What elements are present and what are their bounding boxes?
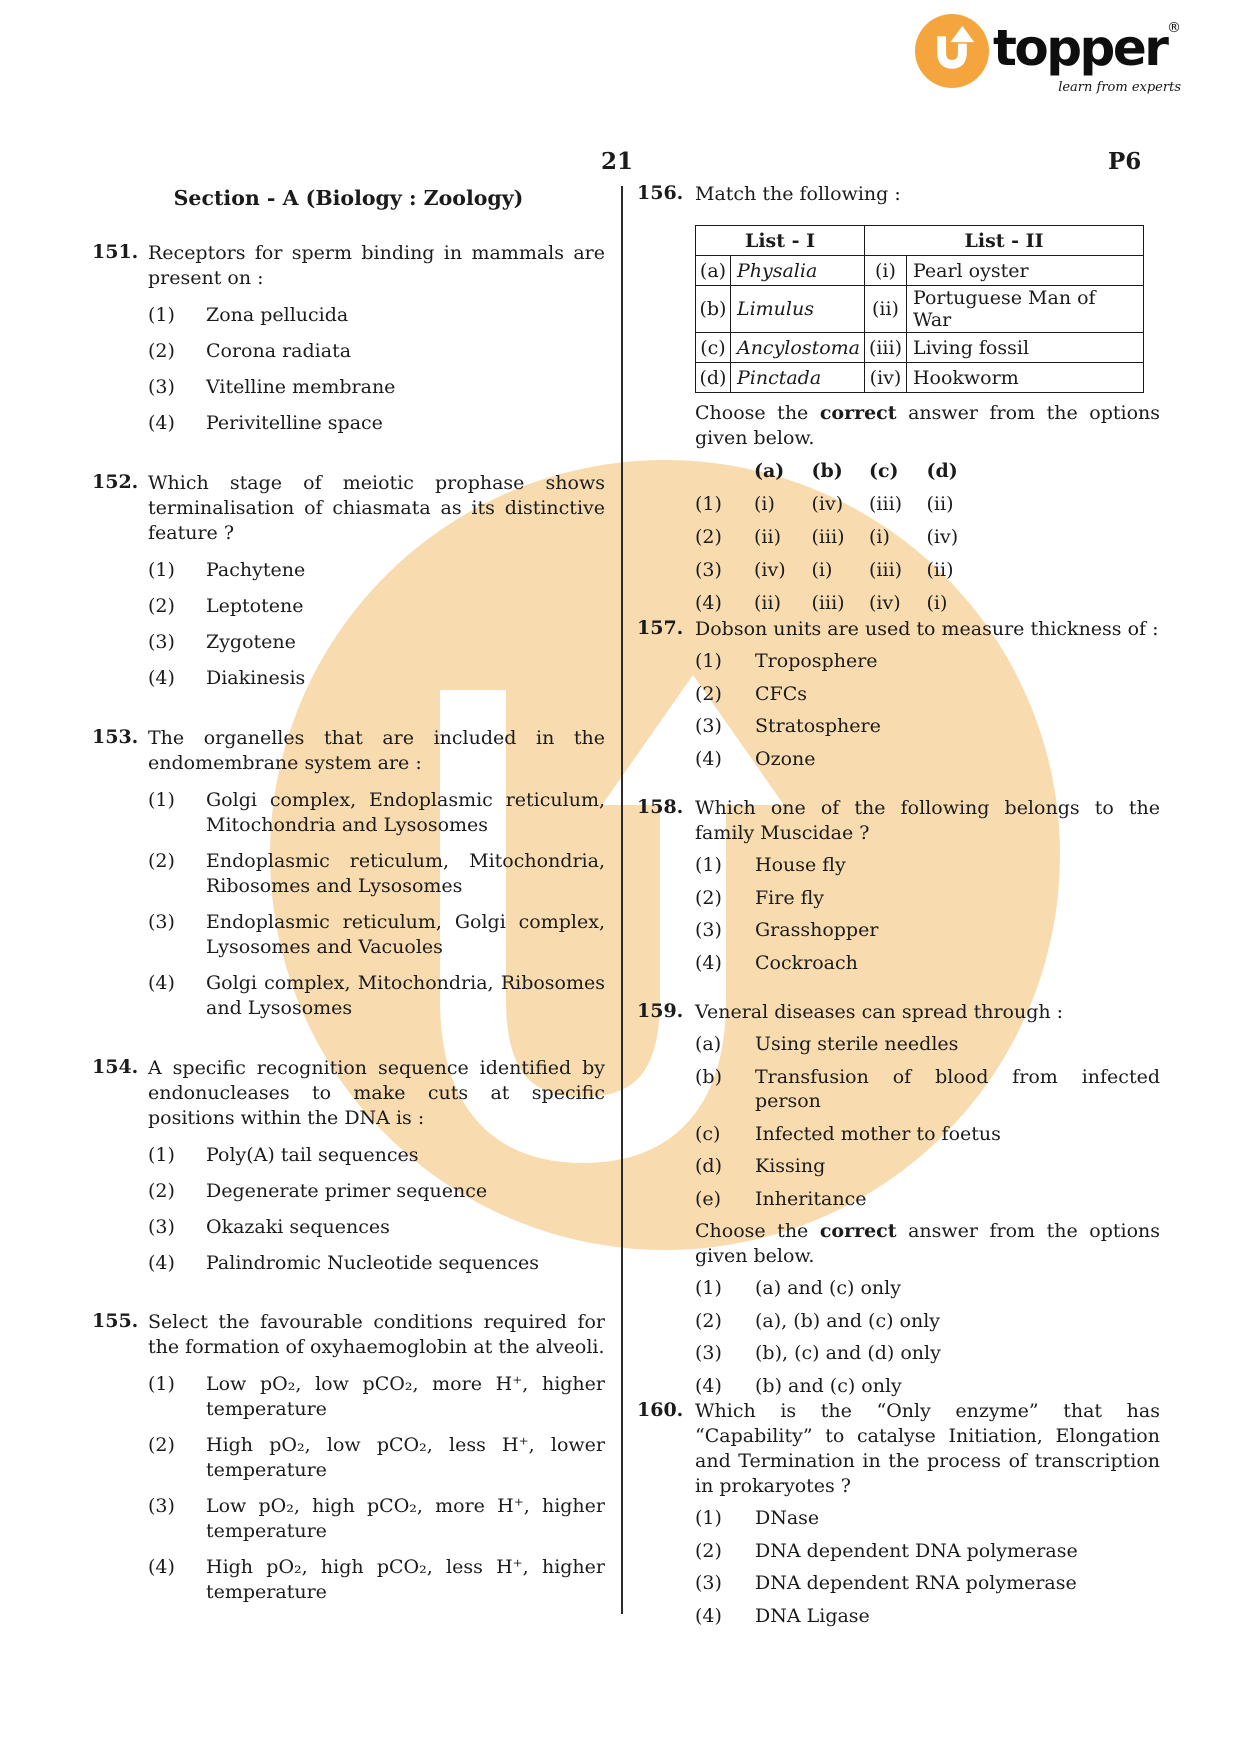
option-label: (4)	[695, 747, 722, 770]
question-151	[92, 241, 605, 436]
option	[148, 910, 605, 960]
option-label: (1)	[148, 304, 175, 326]
choose-pre: Choose the	[695, 1220, 820, 1242]
option-label: (3)	[695, 919, 722, 941]
option	[148, 1215, 605, 1240]
matrix-cell: (iii)	[811, 592, 845, 614]
question-157	[637, 617, 1160, 771]
option-text: Diakinesis	[206, 667, 306, 689]
row-key: (i)	[865, 256, 907, 286]
option-label: (4)	[148, 412, 175, 434]
matrix-cell: (iii)	[869, 493, 903, 515]
option-label: (2)	[695, 1539, 722, 1562]
match-table	[695, 225, 1144, 393]
matrix-cell: (i)	[869, 526, 890, 548]
option-label: (4)	[148, 1556, 175, 1578]
option-text: High pO₂, high pCO₂, less H⁺, higher temperature	[206, 1556, 605, 1603]
option-text: Pachytene	[206, 559, 306, 581]
option	[695, 747, 1160, 772]
options-list	[148, 1372, 605, 1605]
option	[695, 1571, 1160, 1596]
choose-instruction	[695, 401, 1160, 451]
matrix-cell: (iii)	[869, 559, 903, 581]
option-text: CFCs	[755, 682, 808, 705]
matrix-cell: (ii)	[754, 592, 781, 614]
option-label: (1)	[148, 1144, 175, 1166]
option	[148, 1251, 605, 1276]
option	[695, 649, 1160, 674]
option-text: DNase	[755, 1507, 820, 1529]
option-label: (1)	[148, 559, 175, 581]
options-list	[148, 303, 605, 436]
paper-code: P6	[1108, 148, 1142, 175]
option-text: Cockroach	[755, 951, 858, 974]
question-number: 159.	[637, 1000, 684, 1022]
option-text: Okazaki sequences	[206, 1216, 390, 1238]
matrix-col: (c)	[869, 460, 899, 482]
option-text: Ozone	[755, 747, 816, 770]
lettered-options-list	[695, 1032, 1160, 1211]
matrix-col: (d)	[926, 460, 958, 482]
option	[148, 788, 605, 838]
option-text: DNA dependent DNA polymerase	[755, 1539, 1078, 1562]
question-number: 156.	[637, 182, 684, 204]
brand-wordmark: topper	[993, 19, 1167, 77]
option-text: Infected mother to foetus	[755, 1122, 1001, 1145]
option-text: Golgi complex, Endoplasmic reticulum, Mitochondria and Lysosomes	[206, 789, 605, 836]
option	[695, 1506, 1160, 1531]
option	[695, 1374, 1160, 1399]
option-label: (1)	[148, 1373, 175, 1395]
section-title: Section - A (Biology : Zoology)	[173, 186, 524, 210]
table-header-list2: List - II	[865, 226, 1144, 256]
row-term: Pinctada	[730, 363, 864, 393]
option-label: (2)	[695, 682, 722, 705]
row-value: Portuguese Man of War	[906, 286, 1143, 333]
question-number: 155.	[92, 1310, 139, 1332]
question-text: Which is the “Only enzyme” that has “Capability” to catalyse Initiation, Elongation and Termination in the process of transcription in prokaryotes ?	[695, 1400, 1160, 1497]
option	[148, 1179, 605, 1204]
option-label: (4)	[148, 667, 175, 689]
option-text: Low pO₂, low pCO₂, more H⁺, higher temperature	[206, 1373, 605, 1420]
option-text: Zona pellucida	[206, 304, 349, 326]
matrix-cell: (iv)	[754, 559, 786, 581]
option-text: Leptotene	[206, 595, 304, 617]
option	[148, 411, 605, 436]
u-arrow-icon	[915, 14, 989, 88]
option-text: Grasshopper	[755, 919, 879, 941]
option-text: Transfusion of blood from infected person	[755, 1065, 1160, 1112]
row-key: (b)	[696, 286, 731, 333]
option-text: Stratosphere	[755, 715, 881, 737]
option-text: (a) and (c) only	[755, 1277, 901, 1299]
option-text: DNA Ligase	[755, 1604, 870, 1627]
option	[148, 303, 605, 328]
option	[148, 558, 605, 583]
registered-mark: ®	[1167, 20, 1181, 36]
question-number: 160.	[637, 1399, 684, 1421]
option-label: (2)	[695, 526, 722, 548]
matrix-cell: (iv)	[869, 592, 901, 614]
question-number: 151.	[92, 241, 139, 263]
option-text: DNA dependent RNA polymerase	[755, 1572, 1077, 1594]
option	[148, 375, 605, 400]
row-value: Hookworm	[906, 363, 1143, 393]
row-key: (c)	[696, 333, 731, 363]
question-155	[92, 1310, 605, 1605]
options-list	[695, 1506, 1160, 1628]
brand-logo	[905, 8, 1195, 108]
row-key: (d)	[696, 363, 731, 393]
table-row	[696, 286, 1144, 333]
options-list	[148, 1143, 605, 1276]
table-header-list1: List - I	[696, 226, 865, 256]
option-label: (3)	[695, 715, 722, 737]
table-row	[696, 333, 1144, 363]
table-row	[696, 363, 1144, 393]
option-label: (3)	[695, 1342, 722, 1364]
option	[695, 1539, 1160, 1564]
option-label: (3)	[148, 376, 175, 398]
matrix-cell: (i)	[754, 493, 775, 515]
option-text: Golgi complex, Mitochondria, Ribosomes and Lysosomes	[206, 972, 605, 1019]
option-label: (d)	[695, 1155, 722, 1177]
option-text: Zygotene	[206, 631, 296, 653]
option-label: (a)	[695, 1033, 722, 1055]
question-text: Receptors for sperm binding in mammals are present on :	[148, 242, 605, 289]
matrix-cell: (i)	[926, 592, 948, 614]
option-text: Endoplasmic reticulum, Mitochondria, Ribosomes and Lysosomes	[206, 850, 605, 897]
matrix-cell: (ii)	[926, 559, 954, 581]
matrix-col: (a)	[754, 460, 785, 482]
matrix-cell: (ii)	[754, 526, 781, 548]
choose-bold: correct	[819, 402, 897, 424]
choose-post: answer from the options given below.	[695, 1220, 1160, 1267]
option-label: (3)	[148, 1495, 175, 1517]
matrix-header	[754, 460, 1160, 482]
matrix-option	[695, 559, 1160, 581]
option-text: Vitelline membrane	[206, 376, 396, 398]
choose-post: answer from the options given below.	[695, 402, 1160, 449]
matrix-col: (b)	[811, 460, 843, 482]
option-label: (2)	[148, 595, 175, 617]
options-list	[695, 649, 1160, 771]
option-label: (3)	[148, 911, 175, 933]
matrix-option	[695, 592, 1160, 614]
option-label: (2)	[148, 850, 175, 872]
option-label: (3)	[148, 1216, 175, 1238]
choose-instruction	[695, 1219, 1160, 1269]
option-text: Palindromic Nucleotide sequences	[206, 1252, 540, 1274]
option-label: (b)	[695, 1065, 722, 1088]
row-key: (iv)	[865, 363, 907, 393]
option-label: (2)	[695, 886, 722, 909]
option-label: (1)	[695, 1507, 722, 1529]
option	[695, 1276, 1160, 1301]
question-160	[637, 1399, 1160, 1628]
option-text: Poly(A) tail sequences	[206, 1144, 419, 1166]
option-text: Inheritance	[755, 1187, 867, 1210]
option-text: Perivitelline space	[206, 412, 383, 434]
matrix-option	[695, 493, 1160, 515]
question-number: 158.	[637, 796, 684, 818]
page-number: 21	[600, 148, 633, 175]
question-number: 152.	[92, 471, 139, 493]
option	[148, 666, 605, 691]
question-text: Veneral diseases can spread through :	[695, 1001, 1064, 1023]
option-label: (1)	[695, 854, 722, 876]
option	[148, 1372, 605, 1422]
brand-circle	[915, 14, 989, 88]
option	[695, 682, 1160, 707]
option-label: (2)	[148, 1180, 175, 1202]
option	[695, 1154, 1160, 1179]
option-text: Fire fly	[755, 886, 825, 909]
option	[148, 594, 605, 619]
option-text: Low pO₂, high pCO₂, more H⁺, higher temperature	[206, 1495, 605, 1542]
row-term: Physalia	[730, 256, 864, 286]
option	[695, 1187, 1160, 1212]
column-divider	[621, 186, 623, 1614]
question-153	[92, 726, 605, 1021]
option-label: (1)	[148, 789, 175, 811]
question-number: 157.	[637, 617, 684, 639]
option	[695, 886, 1160, 911]
row-term: Ancylostoma	[730, 333, 864, 363]
option	[148, 1143, 605, 1168]
option	[695, 1122, 1160, 1147]
question-154	[92, 1056, 605, 1276]
choose-bold: correct	[819, 1220, 897, 1242]
option-label: (4)	[148, 1252, 175, 1274]
option-label: (4)	[695, 1604, 722, 1627]
option-label: (4)	[148, 972, 175, 994]
option-label: (3)	[695, 1572, 722, 1594]
brand-tagline: learn from experts	[1058, 80, 1181, 95]
option	[148, 339, 605, 364]
option	[695, 1341, 1160, 1366]
option	[695, 1604, 1160, 1629]
question-text: A specific recognition sequence identified by endonucleases to make cuts at specific positions within the DNA is :	[148, 1057, 605, 1129]
option	[148, 971, 605, 1021]
row-key: (a)	[696, 256, 731, 286]
option-label: (e)	[695, 1187, 722, 1210]
question-text: Which one of the following belongs to the family Muscidae ?	[695, 797, 1160, 844]
option-label: (2)	[148, 1434, 175, 1456]
option-text: Degenerate primer sequence	[206, 1180, 488, 1202]
options-list	[695, 1276, 1160, 1398]
question-number: 154.	[92, 1056, 139, 1078]
option	[695, 853, 1160, 878]
question-text: Dobson units are used to measure thickness of :	[695, 618, 1159, 640]
option-text: Corona radiata	[206, 340, 352, 362]
option-label: (4)	[695, 951, 722, 974]
choose-pre: Choose the	[695, 402, 820, 424]
matrix-cell: (ii)	[926, 493, 954, 515]
option	[695, 918, 1160, 943]
option-label: (2)	[695, 1309, 722, 1332]
option	[148, 1433, 605, 1483]
row-key: (iii)	[865, 333, 907, 363]
matrix-cell: (iv)	[926, 526, 959, 548]
question-text: The organelles that are included in the endomembrane system are :	[148, 727, 605, 774]
option-label: (4)	[695, 592, 722, 614]
question-158	[637, 796, 1160, 975]
matrix-cell: (iv)	[811, 493, 844, 515]
option	[148, 1494, 605, 1544]
question-text: Match the following :	[695, 183, 901, 205]
option-text: Using sterile needles	[755, 1033, 959, 1055]
row-value: Living fossil	[906, 333, 1143, 363]
question-156	[637, 182, 1160, 614]
option-label: (3)	[695, 559, 722, 581]
options-list	[148, 788, 605, 1021]
options-list	[695, 853, 1160, 975]
matrix-cell: (i)	[811, 559, 833, 581]
option-text: (a), (b) and (c) only	[755, 1309, 941, 1332]
row-value: Pearl oyster	[906, 256, 1143, 286]
option	[695, 1032, 1160, 1057]
matrix-cell: (iii)	[811, 526, 845, 548]
row-term: Limulus	[730, 286, 864, 333]
option-label: (1)	[695, 650, 722, 672]
option-label: (3)	[148, 631, 175, 653]
matrix-option	[695, 526, 1160, 548]
option-text: Kissing	[755, 1155, 826, 1177]
option-text: Endoplasmic reticulum, Golgi complex, Lysosomes and Vacuoles	[206, 911, 605, 958]
option	[695, 1309, 1160, 1334]
option-text: High pO₂, low pCO₂, less H⁺, lower temperature	[206, 1434, 605, 1481]
option-label: (c)	[695, 1122, 721, 1145]
option	[148, 1555, 605, 1605]
option-label: (4)	[695, 1374, 722, 1397]
question-number: 153.	[92, 726, 139, 748]
question-159	[637, 1000, 1160, 1398]
option-text: Troposphere	[755, 650, 878, 672]
option	[695, 1065, 1160, 1114]
question-text: Which stage of meiotic prophase shows terminalisation of chiasmata as its distinctive feature ?	[148, 472, 605, 544]
option	[148, 630, 605, 655]
option	[695, 714, 1160, 739]
option-label: (1)	[695, 1277, 722, 1299]
question-152	[92, 471, 605, 691]
option	[695, 951, 1160, 976]
option	[148, 849, 605, 899]
option-label: (1)	[695, 493, 722, 515]
table-row	[696, 256, 1144, 286]
option-label: (2)	[148, 340, 175, 362]
option-text: House fly	[755, 854, 846, 876]
option-text: (b), (c) and (d) only	[755, 1342, 941, 1364]
options-list	[148, 558, 605, 691]
option-text: (b) and (c) only	[755, 1374, 902, 1397]
row-key: (ii)	[865, 286, 907, 333]
question-text: Select the favourable conditions required for the formation of oxyhaemoglobin at the alveoli.	[148, 1311, 605, 1358]
